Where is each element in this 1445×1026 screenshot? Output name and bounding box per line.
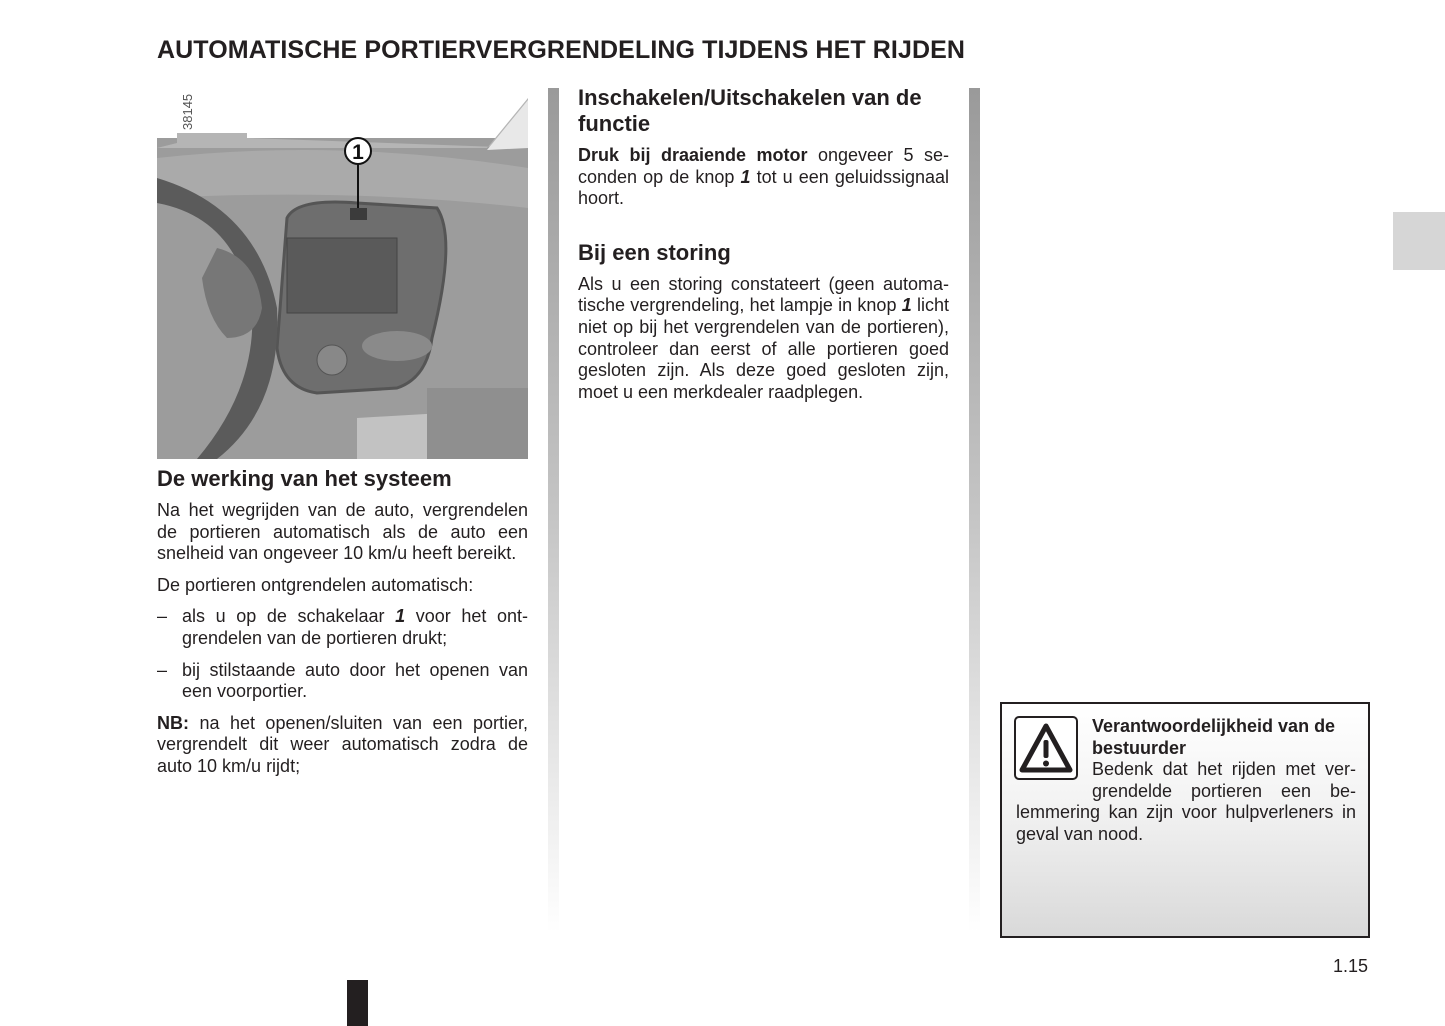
photo-callout-1: 1 — [352, 141, 364, 164]
chapter-tab — [1393, 212, 1445, 270]
paragraph-unlock-intro: De portieren ontgrendelen automatisch: — [157, 574, 474, 595]
left-column — [157, 466, 528, 788]
paragraph-enable: Druk bij draaiende motor ongeveer 5 seconden op de knop 1 tot u een geluidssignaal hoort. — [578, 145, 949, 209]
dashboard-photo — [157, 88, 528, 459]
page-number: 1.15 — [1333, 956, 1369, 976]
paragraph-fault: Als u een storing constateert (geen automatische vergrendeling, het lampje in knop 1 licht niet op bij het vergrendelen van de portieren), controleer dan eerst of alle portieren goed gesloten zijn. Als deze goed gesloten zijn, moet u een merkdealer raadplegen. — [578, 273, 949, 402]
paragraph-operation: Na het wegrijden van de auto, vergrendelen de portieren automatisch als de auto een snelheid van ongeveer 10 km/u heeft bereikt. — [157, 500, 528, 564]
photo-ref-number: 38145 — [180, 93, 195, 130]
section-heading-fault: Bij een storing — [578, 239, 731, 265]
page-title: AUTOMATISCHE PORTIERVERGRENDELING TIJDENS HET RIJDEN — [157, 36, 966, 64]
page-marker-bar — [347, 980, 368, 1026]
warning-box — [1000, 702, 1370, 938]
section-heading-enable: Inschakelen/Uitschakelen van de functie — [578, 85, 922, 136]
list-item: – bij stilstaande auto door het openen van een voorportier. — [157, 659, 528, 702]
warning-title: Verantwoordelijkheid van de bestuurder — [1092, 716, 1336, 758]
warning-text: Bedenk dat het rijden met vergrendelde portieren een belemmering kan zijn voor hulpverleners in geval van nood. — [1016, 759, 1356, 844]
column-divider — [969, 88, 980, 933]
note-paragraph: NB: na het openen/sluiten van een portier, vergrendelt dit weer automatisch zodra de auto 10 km/u rijdt; — [157, 712, 528, 776]
warning-triangle-icon — [1014, 716, 1078, 780]
column-divider — [548, 88, 559, 933]
section-heading-operation: De werking van het systeem — [157, 466, 452, 491]
middle-column — [578, 85, 949, 413]
list-item: – als u op de schakelaar 1 voor het ontgrendelen van de portieren drukt; — [157, 606, 528, 648]
